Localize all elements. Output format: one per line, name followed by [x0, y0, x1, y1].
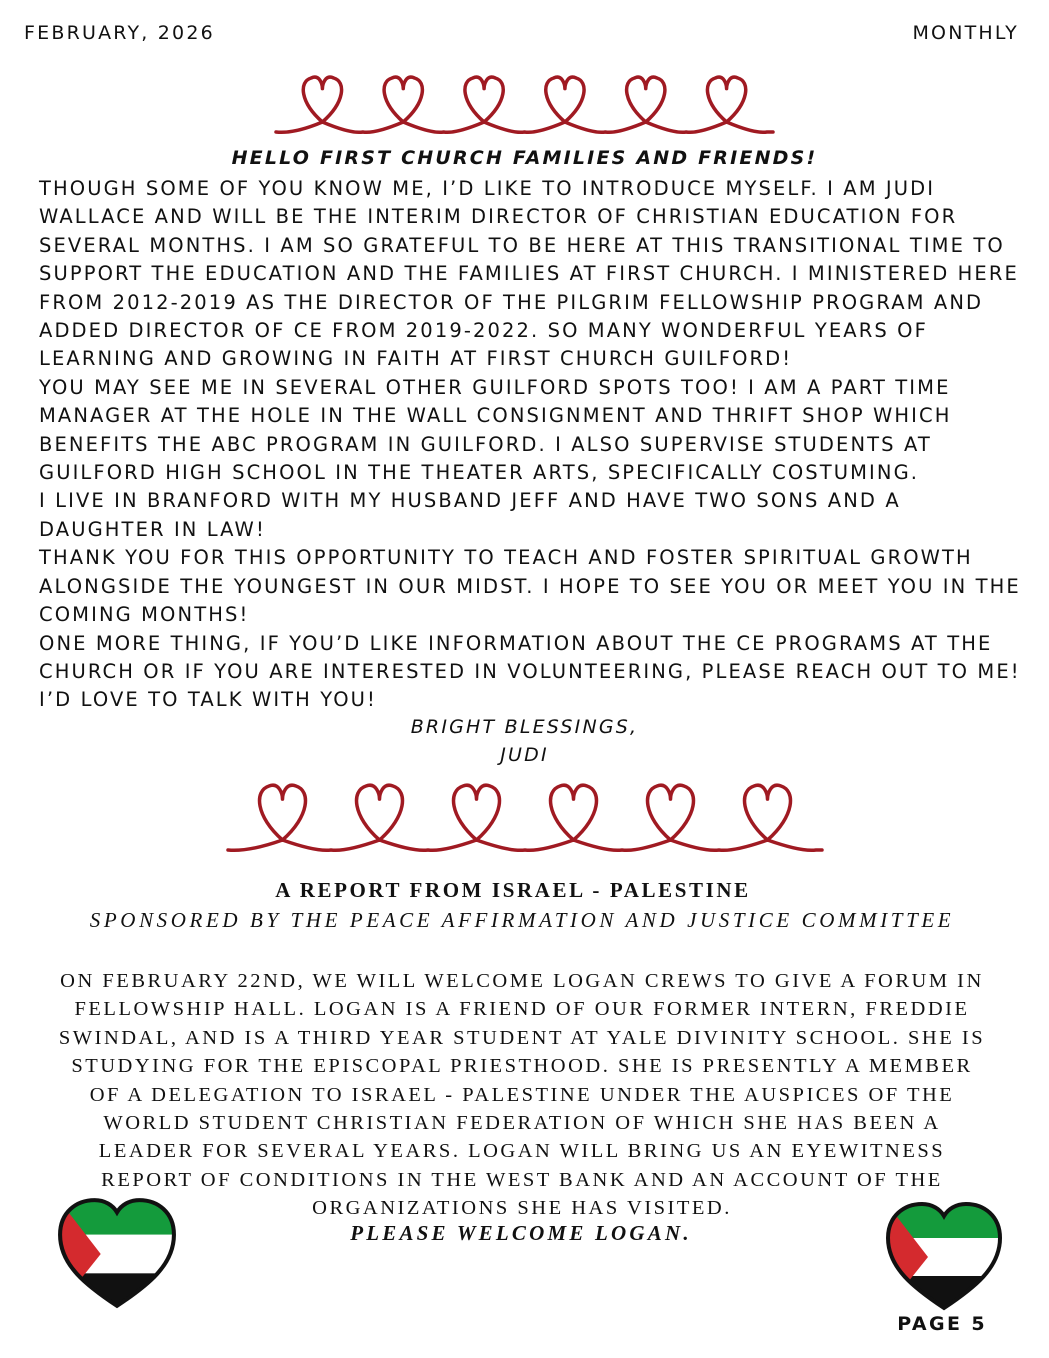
letter-paragraph: THOUGH SOME OF YOU KNOW ME, I’D LIKE TO INTRODUCE MYSELF. I AM JUDI WALLACE AND WILL BE THE INTERIM DIRECTOR OF CHRISTIAN EDUCATION FOR SEVERAL MONTHS. I AM SO GRATEFUL TO BE HERE AT THIS TRANSITIONAL TIME TO SUPPORT THE EDUCATION AND THE FAMILIES AT FIRST CHURCH. I MINISTERED HERE FROM 2012-2019 AS THE DIRECTOR OF THE PILGRIM FELLOWSHIP PROGRAM AND ADDED DIRECTOR OF CE FROM 2019-2022. SO MANY WONDERFUL YEARS OF LEARNING AND GROWING IN FAITH AT FIRST CHURCH GUILFORD!	[39, 177, 1019, 371]
newsletter-date: FEBRUARY, 2026	[24, 22, 215, 44]
report-welcome: PLEASE WELCOME LOGAN.	[350, 1221, 692, 1245]
letter-closing: BRIGHT BLESSINGS,	[410, 716, 639, 738]
report-subtitle: SPONSORED BY THE PEACE AFFIRMATION AND JUSTICE COMMITTEE	[89, 908, 955, 932]
report-line: SWINDAL, AND IS A THIRD YEAR STUDENT AT YALE DIVINITY SCHOOL. SHE IS	[58, 1026, 986, 1049]
report-line: FELLOWSHIP HALL. LOGAN IS A FRIEND OF OUR FORMER INTERN, FREDDIE	[74, 998, 970, 1021]
report-line: ORGANIZATIONS SHE HAS VISITED.	[312, 1197, 732, 1220]
letter-paragraph: I LIVE IN BRANFORD WITH MY HUSBAND JEFF AND HAVE TWO SONS AND A DAUGHTER IN LAW!	[39, 489, 901, 541]
report-line: STUDYING FOR THE EPISCOPAL PRIESTHOOD. SHE IS PRESENTLY A MEMBER	[71, 1055, 973, 1078]
newsletter-frequency: MONTHLY	[912, 22, 1019, 44]
letter-signature: JUDI	[500, 744, 549, 767]
report-line: ON FEBRUARY 22ND, WE WILL WELCOME LOGAN CREWS TO GIVE A FORUM IN	[60, 970, 984, 992]
hearts-divider-middle	[224, 778, 826, 858]
report-body	[22, 967, 1022, 1223]
hearts-divider-top	[272, 70, 777, 140]
letter-paragraph: THANK YOU FOR THIS OPPORTUNITY TO TEACH AND FOSTER SPIRITUAL GROWTH ALONGSIDE THE YOUNGEST IN OUR MIDST. I HOPE TO SEE YOU OR MEET YOU IN THE COMING MONTHS!	[39, 546, 1021, 627]
letter-signoff	[0, 713, 1049, 770]
letter-body	[39, 175, 1024, 715]
palestine-flag-heart-icon	[56, 1196, 178, 1310]
report-line: REPORT OF CONDITIONS IN THE WEST BANK AND AN ACCOUNT OF THE	[101, 1168, 943, 1191]
letter-paragraph: ONE MORE THING, IF YOU’D LIKE INFORMATION ABOUT THE CE PROGRAMS AT THE CHURCH OR IF YOU ARE INTERESTED IN VOLUNTEERING, PLEASE REACH OUT TO ME! I’D LOVE TO TALK WITH YOU!	[39, 631, 1021, 712]
page-number: PAGE 5	[897, 1313, 987, 1335]
report-line: WORLD STUDENT CHRISTIAN FEDERATION OF WHICH SHE HAS BEEN A	[103, 1112, 941, 1135]
report-line: OF A DELEGATION TO ISRAEL - PALESTINE UNDER THE AUSPICES OF THE	[89, 1083, 955, 1106]
report-title: A REPORT FROM ISRAEL - PALESTINE	[275, 878, 751, 902]
letter-greeting: HELLO FIRST CHURCH FAMILIES AND FRIENDS!	[231, 147, 818, 169]
heart-line-path	[276, 77, 773, 132]
heart-line-path	[228, 785, 822, 850]
report-line: LEADER FOR SEVERAL YEARS. LOGAN WILL BRING US AN EYEWITNESS	[98, 1140, 946, 1163]
palestine-flag-heart-icon	[884, 1200, 1004, 1312]
letter-paragraph: YOU MAY SEE ME IN SEVERAL OTHER GUILFORD SPOTS TOO! I AM A PART TIME MANAGER AT THE HOLE IN THE WALL CONSIGNMENT AND THRIFT SHOP WHICH BENEFITS THE ABC PROGRAM IN GUILFORD. I ALSO SUPERVISE STUDENTS AT GUILFORD HIGH SCHOOL IN THE THEATER ARTS, SPECIFICALLY COSTUMING.	[39, 375, 952, 485]
